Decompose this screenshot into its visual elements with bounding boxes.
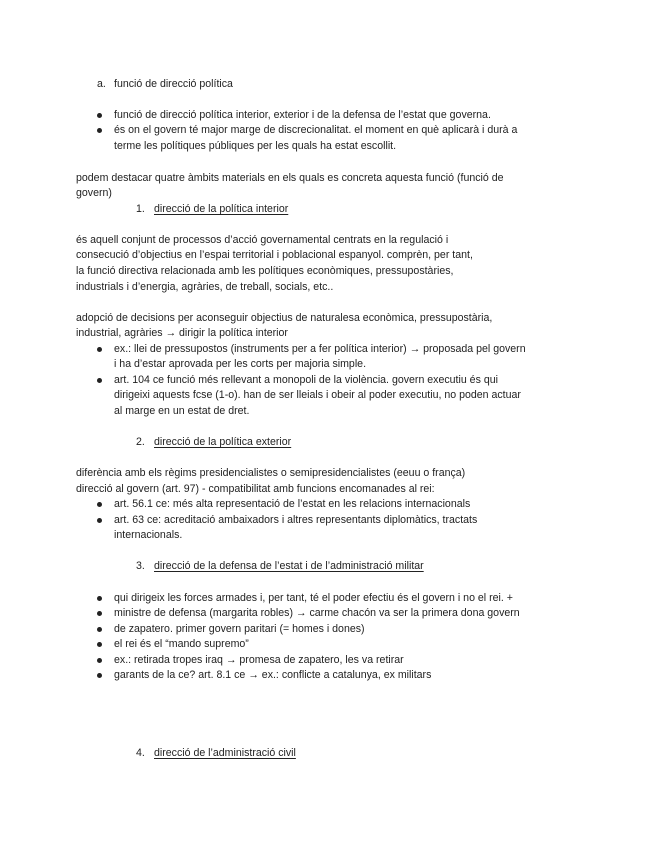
paragraph-line: adopció de decisions per aconseguir objectius de naturalesa econòmica, pressupostària,	[76, 312, 493, 324]
list-item: ex.: retirada tropes iraq → promesa de zapatero, les va retirar	[114, 654, 404, 666]
intro-line: podem destacar quatre àmbits materials en els quals es concreta aquesta funció (funció de	[76, 172, 504, 184]
paragraph-line: industrials i d’energia, agràries, de treball, socials, etc..	[76, 281, 334, 293]
list-item: funció de direcció política interior, exterior i de la defensa de l’estat que governa.	[114, 109, 491, 121]
intro-line: govern)	[76, 187, 112, 199]
section-number: 1.	[136, 203, 145, 215]
bullet-icon	[97, 113, 102, 118]
bullet-icon	[97, 347, 102, 352]
list-item: art. 104 ce funció més rellevant a monopoli de la violència. govern executiu és qui	[114, 374, 498, 386]
bullet-icon	[97, 673, 102, 678]
paragraph-line: consecució d’objectius en l’espai territorial i poblacional espanyol. comprèn, per tant,	[76, 249, 473, 261]
list-item: qui dirigeix les forces armades i, per tant, té el poder efectiu és el govern i no el rei. +	[114, 592, 513, 604]
list-item: és on el govern té major marge de discrecionalitat. el moment en què aplicarà i durà a	[114, 124, 518, 136]
section-3-heading: direcció de la defensa de l’estat i de l’administració militar	[154, 560, 424, 572]
paragraph-line: és aquell conjunt de processos d’acció governamental centrats en la regulació i	[76, 234, 449, 246]
bullet-icon	[97, 128, 102, 133]
bullet-icon	[97, 518, 102, 523]
bullet-icon	[97, 611, 102, 616]
list-marker: a.	[97, 78, 106, 90]
section-a-title: funció de direcció política	[114, 78, 233, 90]
section-number: 4.	[136, 747, 145, 759]
section-number: 3.	[136, 560, 145, 572]
list-item: art. 63 ce: acreditació ambaixadors i altres representants diplomàtics, tractats	[114, 514, 478, 526]
section-1-heading: direcció de la política interior	[154, 203, 289, 215]
bullet-icon	[97, 642, 102, 647]
bullet-icon	[97, 378, 102, 383]
paragraph-line: industrial, agràries → dirigir la política interior	[76, 327, 288, 339]
paragraph-line: la funció directiva relacionada amb les polítiques econòmiques, pressupostàries,	[76, 265, 454, 277]
bullet-icon	[97, 658, 102, 663]
list-item: art. 56.1 ce: més alta representació de l’estat en les relacions internacionals	[114, 498, 471, 510]
section-2-heading: direcció de la política exterior	[154, 436, 292, 448]
list-item-continuation: terme les polítiques públiques per les quals ha estat escollit.	[114, 140, 397, 152]
list-item: ministre de defensa (margarita robles) → carme chacón va ser la primera dona govern	[114, 607, 520, 619]
bullet-icon	[97, 627, 102, 632]
list-item: ex.: llei de pressupostos (instruments per a fer política interior) → proposada pel govern	[114, 343, 526, 355]
list-item-continuation: i ha d’estar aprovada per les corts per majoria simple.	[114, 358, 367, 370]
list-item: de zapatero. primer govern paritari (= homes i dones)	[114, 623, 365, 635]
paragraph-line: diferència amb els règims presidencialistes o semipresidencialistes (eeuu o frança)	[76, 467, 466, 479]
section-4-heading: direcció de l’administració civil	[154, 747, 296, 759]
list-item: garants de la ce? art. 8.1 ce → ex.: conflicte a catalunya, ex militars	[114, 669, 432, 681]
list-item-continuation: internacionals.	[114, 529, 183, 541]
bullet-icon	[97, 596, 102, 601]
list-item-continuation: al marge en un estat de dret.	[114, 405, 250, 417]
list-item-continuation: dirigeixi aquests fcse (1-o). han de ser lleials i obeir al poder executiu, no poden actuar	[114, 389, 521, 401]
list-item: el rei és el “mando supremo”	[114, 638, 249, 650]
bullet-icon	[97, 502, 102, 507]
section-number: 2.	[136, 436, 145, 448]
paragraph-line: direcció al govern (art. 97) - compatibilitat amb funcions encomanades al rei:	[76, 483, 435, 495]
